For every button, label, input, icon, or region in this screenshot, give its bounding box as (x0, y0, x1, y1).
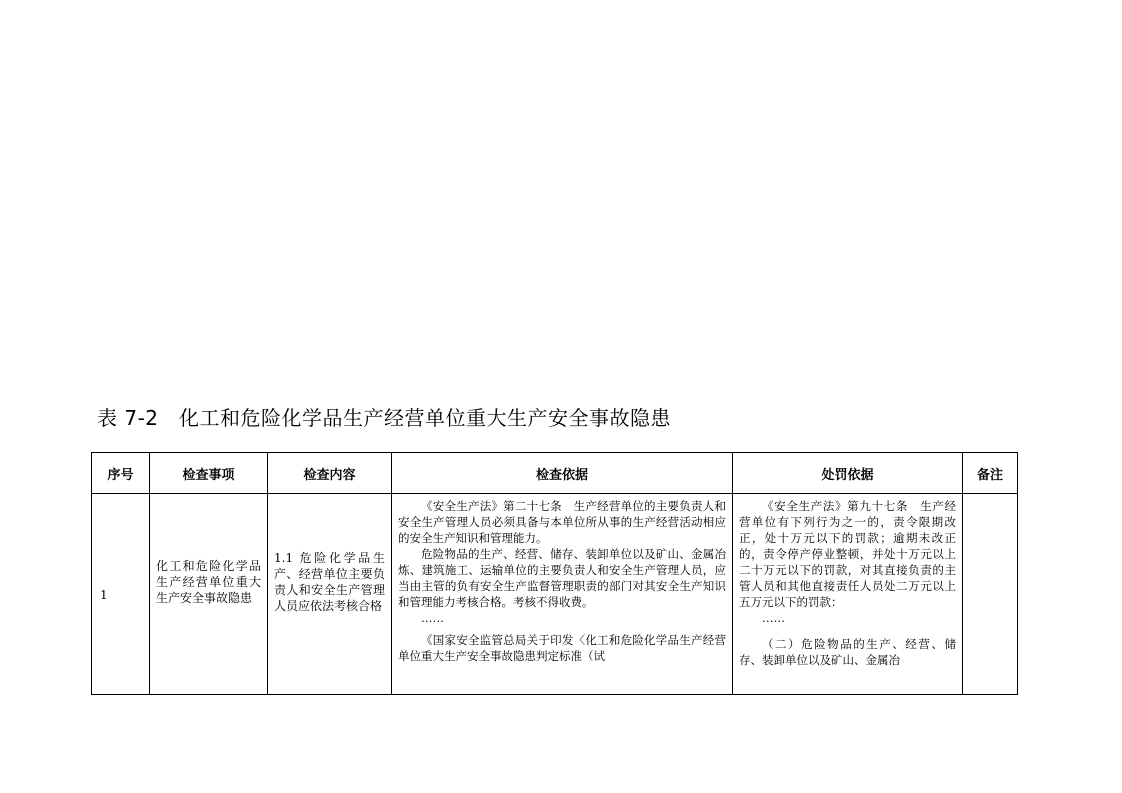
cell-item (150, 494, 268, 695)
penalty-paragraph: 《安全生产法》第九十七条 生产经营单位有下列行为之一的，责令限期改正，处十万元以下的罚款；逾期未改正的，责令停产停业整顿，并处十万元以上二十万元以下的罚款，对其直接负责的主管人员和其他直接责任人员处二万元以上五万元以下的罚款： (739, 499, 956, 609)
header-basis: 检查依据 (392, 453, 733, 494)
basis-ellipsis: …… (421, 611, 444, 625)
header-item: 检查事项 (150, 453, 268, 494)
seq-number: 1 (100, 588, 108, 602)
header-seq: 序号 (92, 453, 150, 494)
cell-penalty (733, 494, 963, 695)
header-penalty: 处罚依据 (733, 453, 963, 494)
cell-content (268, 494, 392, 695)
cell-seq (92, 494, 150, 695)
table-header-row (92, 453, 1018, 494)
table-row (92, 494, 1018, 695)
penalty-paragraph: （二）危险物品的生产、经营、储存、装卸单位以及矿山、金属冶 (739, 637, 956, 667)
check-content-text: 1.1 危险化学品生产、经营单位主要负责人和安全生产管理人员应依法考核合格 (274, 551, 385, 613)
cell-basis (392, 494, 733, 695)
basis-paragraph: 《安全生产法》第二十七条 生产经营单位的主要负责人和安全生产管理人员必须具备与本单位所从事的生产经营活动相应的安全生产知识和管理能力。 (398, 499, 726, 545)
check-item-text: 化工和危险化学品生产经营单位重大生产安全事故隐患 (156, 559, 261, 605)
cell-remarks (963, 494, 1018, 695)
basis-paragraph: 《国家安全监管总局关于印发〈化工和危险化学品生产经营单位重大生产安全事故隐患判定标准（试 (398, 633, 726, 663)
hazard-table (91, 452, 1018, 695)
basis-paragraph: 危险物品的生产、经营、储存、装卸单位以及矿山、金属冶炼、建筑施工、运输单位的主要负责人和安全生产管理人员，应当由主管的负有安全生产监督管理职责的部门对其安全生产知识和管理能力考核合格。考核不得收费。 (398, 547, 726, 609)
penalty-ellipsis: …… (762, 611, 785, 625)
page-title: 表 7-2 化工和危险化学品生产经营单位重大生产安全事故隐患 (97, 406, 672, 430)
header-content: 检查内容 (268, 453, 392, 494)
header-remarks: 备注 (963, 453, 1018, 494)
